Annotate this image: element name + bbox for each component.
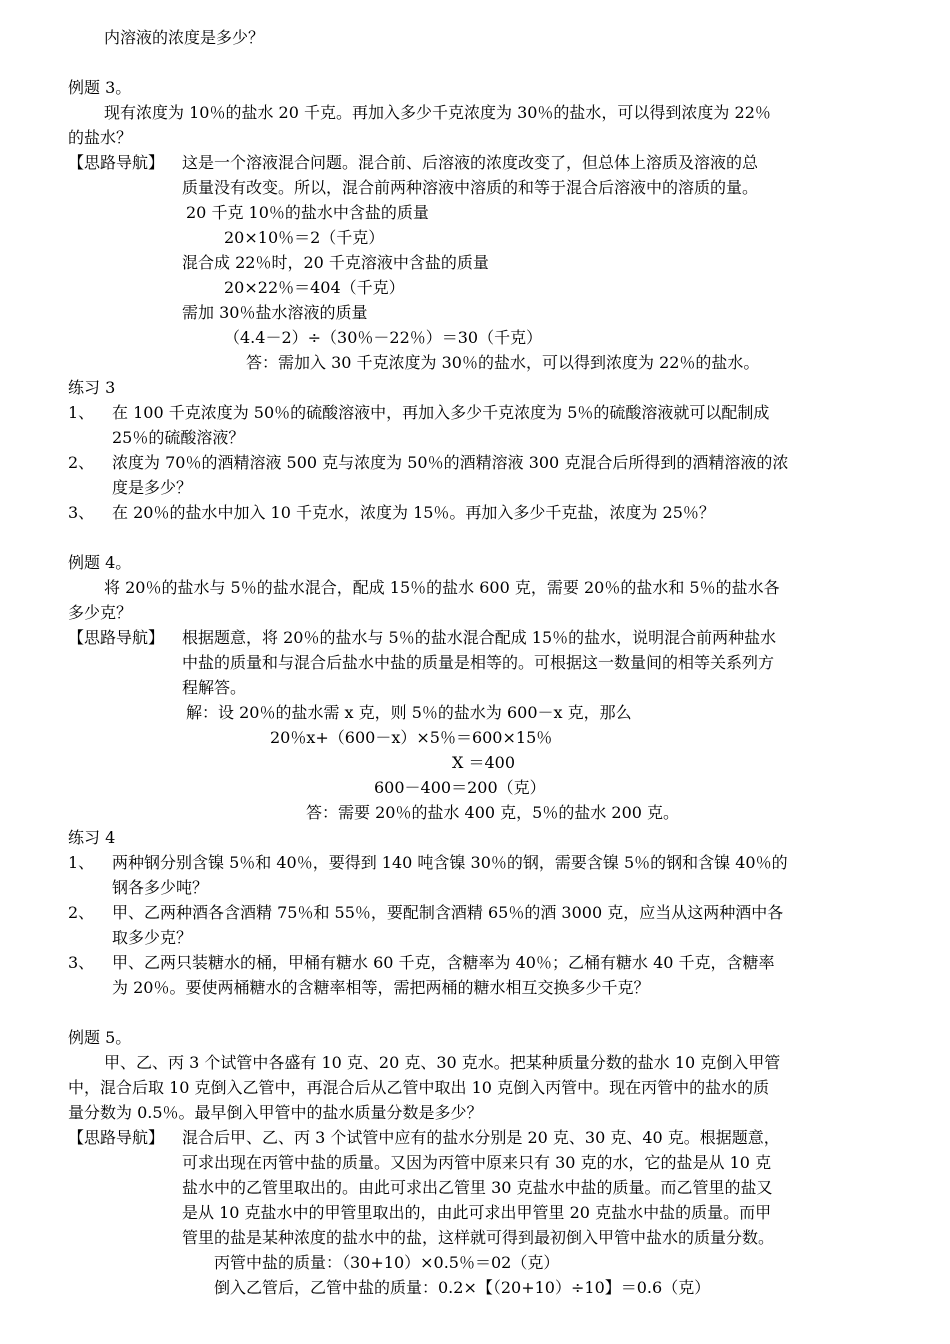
example-4-step: 解：设 20％的盐水需 x 克，则 5％的盐水为 600－x 克，那么: [186, 703, 632, 722]
example-5-problem-line: 甲、乙、丙 3 个试管中各盛有 10 克、20 克、30 克水。把某种质量分数的盐水 10 克倒入甲管: [104, 1053, 781, 1072]
example-4-hint-label: 【思路导航】: [68, 628, 165, 647]
example-4-hint-line: 中盐的质量和与混合后盐水中盐的质量是相等的。可根据这一数量间的相等关系列方: [182, 653, 775, 672]
example-3-step: 20 千克 10％的盐水中含盐的质量: [186, 203, 429, 222]
example-5-step: 倒入乙管后，乙管中盐的质量：0.2×【（20+10）÷10】＝0.6（克）: [214, 1278, 711, 1297]
practice-4-item-number: 3、: [68, 953, 95, 972]
practice-3-item-number: 3、: [68, 503, 95, 522]
practice-4-item-line: 钢各多少吨？: [112, 878, 209, 897]
example-4-hint-line: 根据题意，将 20％的盐水与 5％的盐水混合配成 15％的盐水，说明混合前两种盐水: [182, 628, 777, 647]
practice-4-item-line: 两种钢分别含镍 5％和 40％，要得到 140 吨含镍 30％的钢，需要含镍 5％的钢和含镍 40％的: [112, 853, 788, 872]
example-5-hint-line: 管里的盐是某种浓度的盐水中的盐，这样就可得到最初倒入甲管中盐水的质量分数。: [182, 1228, 775, 1247]
practice-4-item-line: 取多少克？: [112, 928, 193, 947]
example-3-hint-line: 这是一个溶液混合问题。混合前、后溶液的浓度改变了，但总体上溶质及溶液的总: [182, 153, 759, 172]
example-3-hint-line: 质量没有改变。所以，混合前两种溶液中溶质的和等于混合后溶液中的溶质的量。: [182, 178, 759, 197]
practice-3-item-number: 1、: [68, 403, 95, 422]
example-4-answer: 答：需要 20％的盐水 400 克，5％的盐水 200 克。: [306, 803, 680, 822]
practice-3-item-line: 在 100 千克浓度为 50％的硫酸溶液中，再加入多少千克浓度为 5％的硫酸溶液就可以配制成: [112, 403, 770, 422]
example-3-step: 混合成 22％时，20 千克溶液中含盐的质量: [182, 253, 489, 272]
example-4-step: 20％x+（600－x）×5％＝600×15％: [270, 728, 553, 747]
example-3-problem-line: 的盐水？: [68, 128, 133, 147]
practice-3-item-line: 25％的硫酸溶液？: [112, 428, 245, 447]
practice-3-item-line: 度是多少？: [112, 478, 193, 497]
example-3-step: 需加 30％盐水溶液的质量: [182, 303, 368, 322]
example-3-hint-label: 【思路导航】: [68, 153, 165, 172]
example-5-step: 丙管中盐的质量：（30+10）×0.5％＝02（克）: [214, 1253, 560, 1272]
practice-4-heading: 练习 4: [68, 828, 116, 847]
practice-3-item-line: 浓度为 70％的酒精溶液 500 克与浓度为 50％的酒精溶液 300 克混合后所得到的酒精溶液的浓: [112, 453, 789, 472]
example-3-step: 20×22％＝404（千克）: [224, 278, 405, 297]
practice-4-item-number: 1、: [68, 853, 95, 872]
intro-tail: 内溶液的浓度是多少？: [104, 28, 265, 47]
practice-4-item-line: 为 20％。要使两桶糖水的含糖率相等，需把两桶的糖水相互交换多少千克？: [112, 978, 650, 997]
example-5-hint-line: 是从 10 克盐水中的甲管里取出的，由此可求出甲管里 20 克盐水中盐的质量。而甲: [182, 1203, 772, 1222]
example-4-problem-line: 将 20％的盐水与 5％的盐水混合，配成 15％的盐水 600 克，需要 20％的盐水和 5％的盐水各: [104, 578, 780, 597]
example-3-answer: 答：需加入 30 千克浓度为 30％的盐水，可以得到浓度为 22％的盐水。: [246, 353, 760, 372]
example-4-problem-line: 多少克？: [68, 603, 133, 622]
practice-3-heading: 练习 3: [68, 378, 116, 397]
example-3-problem-line: 现有浓度为 10％的盐水 20 千克。再加入多少千克浓度为 30％的盐水，可以得到浓度为 22％: [104, 103, 771, 122]
example-5-hint-line: 混合后甲、乙、丙 3 个试管中应有的盐水分别是 20 克、30 克、40 克。根据题意，: [182, 1128, 780, 1147]
example-5-hint-label: 【思路导航】: [68, 1128, 165, 1147]
example-3-heading: 例题 3。: [68, 78, 132, 97]
example-5-hint-line: 可求出现在丙管中盐的质量。又因为丙管中原来只有 30 克的水，它的盐是从 10 克: [182, 1153, 772, 1172]
example-5-problem-line: 中，混合后取 10 克倒入乙管中，再混合后从乙管中取出 10 克倒入丙管中。现在丙管中的盐水的质: [68, 1078, 770, 1097]
example-5-problem-line: 量分数为 0.5％。最早倒入甲管中的盐水质量分数是多少？: [68, 1103, 483, 1122]
example-4-heading: 例题 4。: [68, 553, 132, 572]
practice-3-item-line: 在 20％的盐水中加入 10 千克水，浓度为 15％。再加入多少千克盐，浓度为 25％？: [112, 503, 715, 522]
practice-4-item-line: 甲、乙两种酒各含酒精 75％和 55％，要配制含酒精 65％的酒 3000 克，应当从这两种酒中各: [112, 903, 784, 922]
example-5-hint-line: 盐水中的乙管里取出的。由此可求出乙管里 30 克盐水中盐的质量。而乙管里的盐又: [182, 1178, 773, 1197]
example-3-step: 20×10％＝2（千克）: [224, 228, 385, 247]
practice-4-item-line: 甲、乙两只装糖水的桶，甲桶有糖水 60 千克，含糖率为 40％；乙桶有糖水 40 千克，含糖率: [112, 953, 775, 972]
example-4-step: X ＝400: [452, 753, 516, 772]
practice-3-item-number: 2、: [68, 453, 95, 472]
example-4-hint-line: 程解答。: [182, 678, 247, 697]
practice-4-item-number: 2、: [68, 903, 95, 922]
example-4-step: 600－400＝200（克）: [374, 778, 546, 797]
example-5-heading: 例题 5。: [68, 1028, 132, 1047]
example-3-step: （4.4－2）÷（30％－22％）＝30（千克）: [224, 328, 543, 347]
